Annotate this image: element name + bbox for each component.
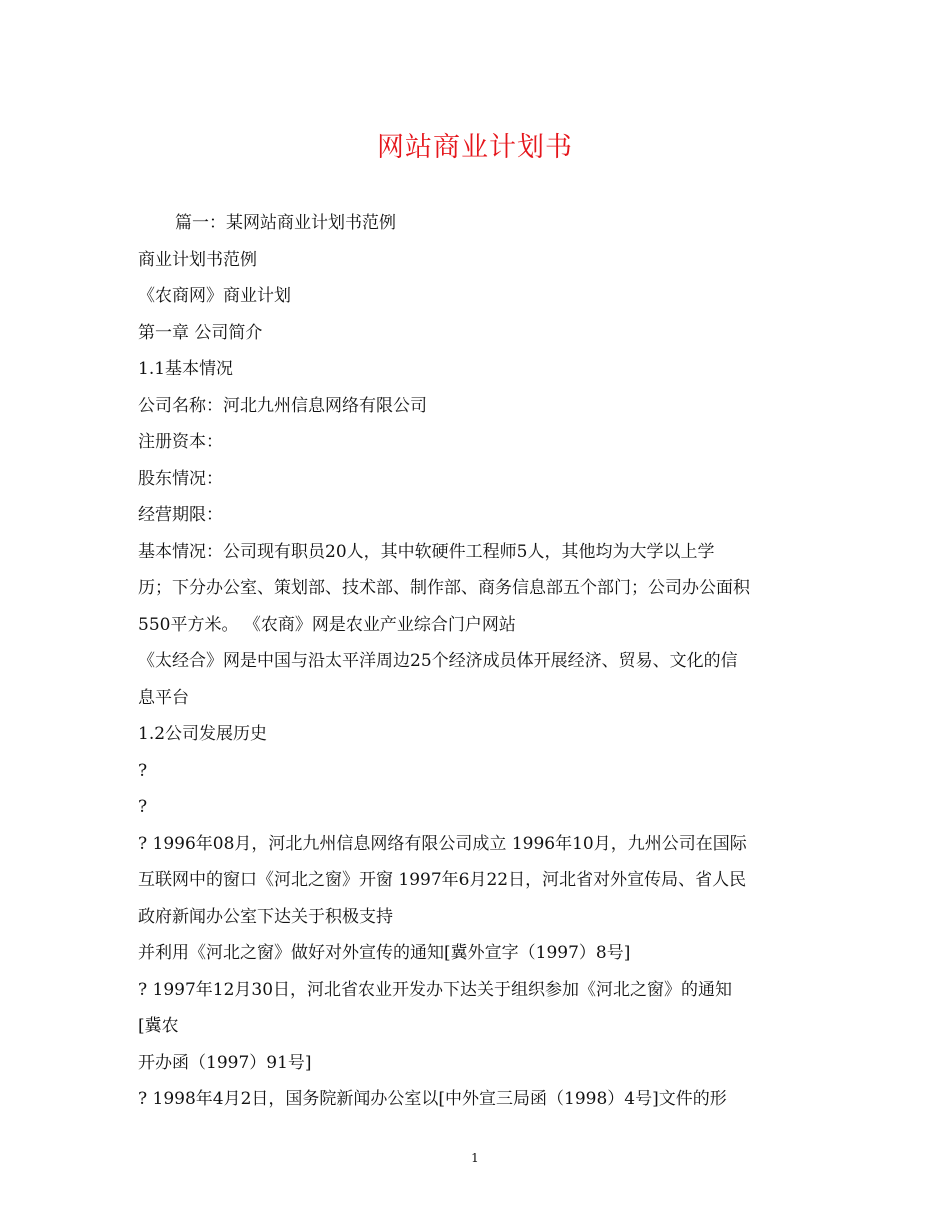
page-number: 1 bbox=[471, 1151, 479, 1165]
text-line: 《太经合》网是中国与沿太平洋周边25个经济成员体开展经济、贸易、文化的信 bbox=[138, 651, 738, 671]
text-line: ? 1996年08月，河北九州信息网络有限公司成立 1996年10月，九州公司在国际 bbox=[138, 833, 747, 854]
text-line: 1.2公司发展历史 bbox=[138, 724, 268, 744]
text-line: 经营期限： bbox=[138, 505, 223, 525]
text-line: 基本情况：公司现有职员20人，其中软硬件工程师5人，其他均为大学以上学 bbox=[138, 541, 715, 562]
text-line: 政府新闻办公室下达关于积极支持 bbox=[138, 906, 393, 927]
text-line: 550平方米。 《农商》网是农业产业综合门户网站 bbox=[138, 614, 516, 635]
document-body bbox=[138, 205, 828, 1118]
text-line: 注册资本： bbox=[138, 432, 223, 452]
text-line: ? bbox=[138, 797, 148, 817]
text-line: 公司名称：河北九州信息网络有限公司 bbox=[138, 395, 427, 416]
page-title: 网站商业计划书 bbox=[377, 132, 573, 163]
text-line: [冀农 bbox=[138, 1016, 179, 1036]
text-line: 第一章 公司简介 bbox=[138, 322, 263, 343]
text-line: ? bbox=[138, 760, 148, 781]
text-line: 《农商网》商业计划 bbox=[138, 286, 291, 306]
text-line: 历；下分办公室、策划部、技术部、制作部、商务信息部五个部门；公司办公面积 bbox=[138, 578, 750, 598]
text-line: 商业计划书范例 bbox=[138, 249, 257, 270]
text-line: ? 1997年12月30日，河北省农业开发办下达关于组织参加《河北之窗》的通知 bbox=[138, 979, 733, 1000]
text-line: ? 1998年4月2日，国务院新闻办公室以[中外宣三局函（1998）4号]文件的形 bbox=[138, 1089, 727, 1109]
text-line: 1.1基本情况 bbox=[138, 359, 234, 379]
text-line: 息平台 bbox=[138, 687, 189, 708]
text-line: 互联网中的窗口《河北之窗》开窗 1997年6月22日，河北省对外宣传局、省人民 bbox=[138, 870, 747, 890]
text-line: 股东情况： bbox=[138, 468, 223, 489]
text-line: 并利用《河北之窗》做好对外宣传的通知[冀外宣字（1997）8号] bbox=[138, 943, 631, 963]
section-heading: 篇一：某网站商业计划书范例 bbox=[175, 213, 396, 233]
text-line: 开办函（1997）91号] bbox=[138, 1052, 312, 1073]
